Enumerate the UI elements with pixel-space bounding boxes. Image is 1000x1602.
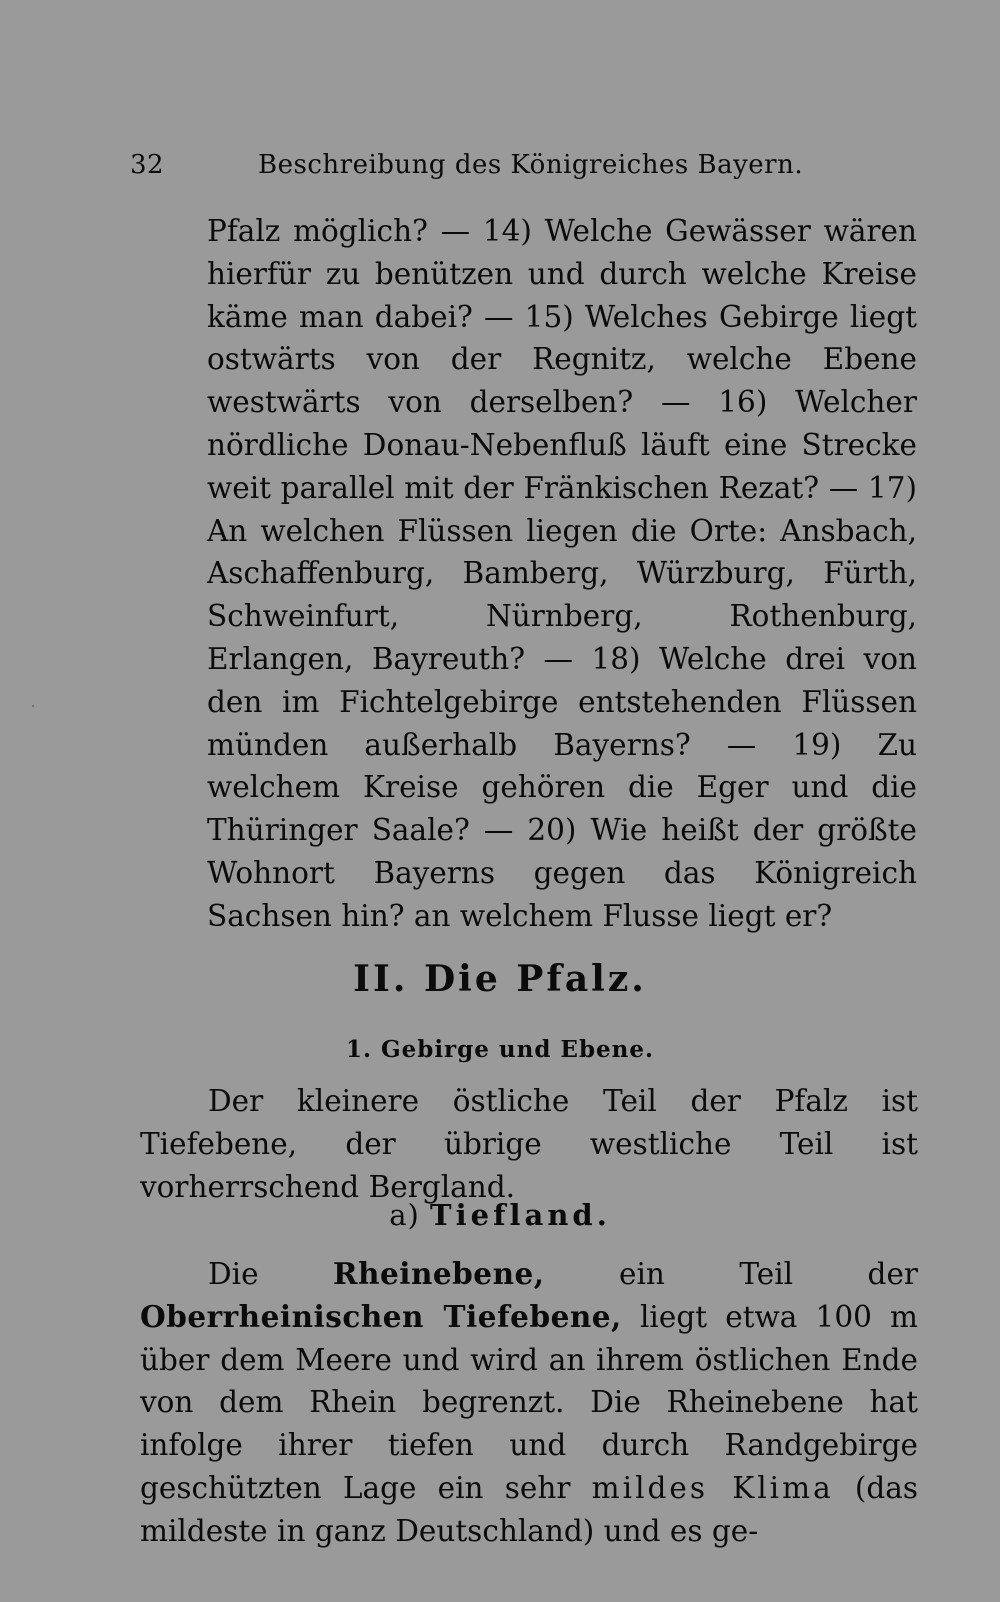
section-title: Die Pfalz. bbox=[423, 958, 647, 1000]
rhine-plain-paragraph bbox=[140, 1253, 918, 1553]
running-head bbox=[130, 150, 900, 184]
body-text-run: (das mildeste in ganz Deutschland) und es ge- bbox=[140, 1470, 918, 1548]
body-text bbox=[140, 1253, 918, 1553]
questions-paragraph: Pfalz möglich? — 14) Welche Gewässer wären hierfür zu benützen und durch welche Kreise käme man dabei? — 15) Welches Gebirge liegt ostwärts von der Regnitz, welche Ebene westwärts von derselben? — 16) Welcher nördliche Donau-Nebenfluß läuft eine Strecke weit parallel mit der Fränkischen Rezat? — 17) An welchen Flüssen liegen die Orte: Ansbach, Aschaffenburg, Bamberg, Würzburg, Fürth, Schweinfurt, Nürnberg, Rothenburg, Erlangen, Bayreuth? — 18) Welche drei von den im Fichtelgebirge entstehenden Flüssen münden außerhalb Bayerns? — 19) Zu welchem Kreise gehören die Eger und die Thüringer Saale? — 20) Wie heißt der größte Wohnort Bayerns gegen das Königreich Sachsen hin? an welchem Flusse liegt er? bbox=[207, 214, 917, 933]
margin-speck bbox=[32, 705, 34, 707]
term-mildes-klima: mildes Klima bbox=[591, 1470, 834, 1505]
running-title: Beschreibung des Königreiches Bayern. bbox=[258, 150, 804, 180]
body-text-run: liegt etwa 100 m über dem Meere und wird an ihrem östlichen Ende von dem Rhein begrenzt. Die Rheinebene hat infolge ihrer tiefen und durch Randgebirge geschützten Lage ein sehr bbox=[140, 1299, 918, 1505]
lowland-title: Tiefland. bbox=[430, 1198, 611, 1232]
body-text-run: ein Teil der bbox=[544, 1257, 919, 1291]
intro-paragraph bbox=[140, 1080, 918, 1208]
body-text-run: Die bbox=[208, 1257, 334, 1291]
term-oberrheinische-tiefebene: Oberrheinischen Tiefebene, bbox=[140, 1298, 622, 1334]
section-number: II. bbox=[353, 958, 409, 1000]
lowland-marker: a) bbox=[389, 1198, 420, 1232]
review-questions bbox=[207, 210, 917, 938]
page-number: 32 bbox=[130, 150, 165, 180]
subsection-heading: 1. Gebirge und Ebene. bbox=[345, 1036, 655, 1063]
lowland-heading bbox=[0, 1198, 1000, 1232]
intro-text: Der kleinere östliche Teil der Pfalz ist Tiefebene, der übrige westliche Teil ist vorherrschend Bergland. bbox=[140, 1084, 918, 1204]
section-heading bbox=[0, 958, 1000, 1000]
term-rheinebene: Rheinebene, bbox=[333, 1256, 545, 1291]
